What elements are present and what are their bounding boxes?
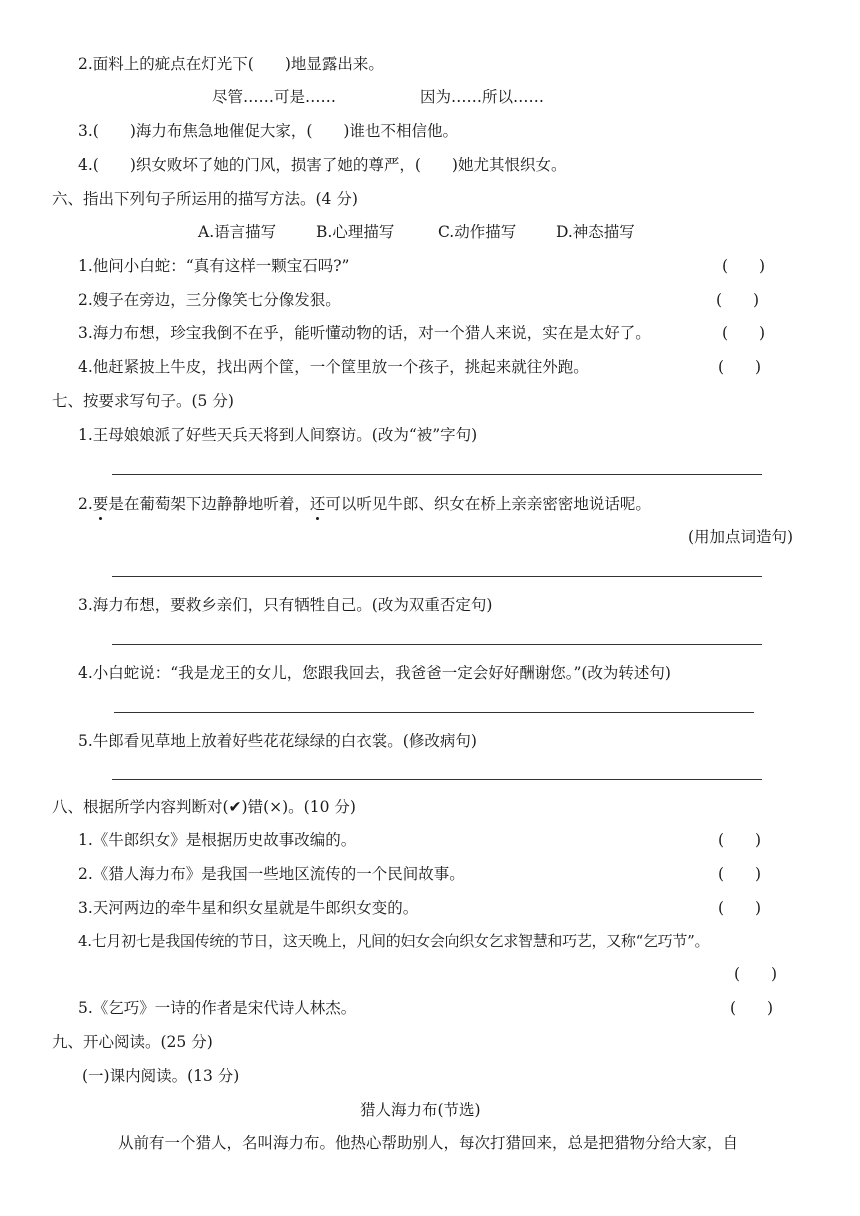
s8-item-2-blank[interactable]: ( ) (718, 865, 762, 883)
s5-question-3: 3.( )海力布焦急地催促大家，( )谁也不相信他。 (78, 122, 458, 140)
s5-question-2: 2.面料上的疵点在灯光下( )地显露出来。 (78, 55, 384, 73)
s7-answer-line-4[interactable] (114, 712, 754, 713)
s7-answer-line-1[interactable] (112, 474, 762, 475)
s6-item-1: 1.他问小白蛇：“真有这样一颗宝石吗?” (78, 257, 350, 275)
s7-answer-line-2[interactable] (112, 576, 762, 577)
passage-line-1: 从前有一个猎人，名叫海力布。他热心帮助别人，每次打猎回来，总是把猎物分给大家，自 (118, 1134, 739, 1152)
s6-item-2-blank[interactable]: ( ) (716, 291, 760, 309)
s7-question-1: 1.王母娘娘派了好些天兵天将到人间察访。(改为“被”字句) (78, 426, 478, 444)
s7-question-3: 3.海力布想，要救乡亲们，只有牺牲自己。(改为双重否定句) (78, 596, 493, 614)
s6-option-b: B.心理描写 (316, 223, 395, 241)
s6-item-3: 3.海力布想，珍宝我倒不在乎，能听懂动物的话，对一个猎人来说，实在是太好了。 (78, 324, 651, 342)
s8-item-5-blank[interactable]: ( ) (730, 999, 774, 1017)
s9-title: 九、开心阅读。(25 分) (52, 1033, 213, 1051)
s8-item-2: 2.《猎人海力布》是我国一些地区流传的一个民间故事。 (78, 865, 465, 883)
s5-question-4: 4.( )织女败坏了她的门风，损害了她的尊严，( )她尤其恨织女。 (78, 156, 567, 174)
s6-option-c: C.动作描写 (438, 223, 517, 241)
s6-item-3-blank[interactable]: ( ) (722, 324, 766, 342)
s6-item-4-blank[interactable]: ( ) (718, 358, 762, 376)
s8-title: 八、根据所学内容判断对(✔)错(×)。(10 分) (52, 798, 356, 816)
s7-q2-dotted-word-1: 要 (92, 495, 109, 513)
s8-item-4-blank[interactable]: ( ) (734, 965, 778, 983)
s7-question-2-note: (用加点词造句) (688, 528, 794, 546)
s8-item-3: 3.天河两边的牵牛星和织女星就是牛郎织女变的。 (78, 899, 419, 917)
s6-item-1-blank[interactable]: ( ) (722, 257, 766, 275)
s8-item-4: 4.七月初七是我国传统的节日，这天晚上，凡间的妇女会向织女乞求智慧和巧艺，又称“乞巧节”。 (78, 932, 710, 950)
passage-title: 猎人海力布(节选) (360, 1101, 481, 1119)
s6-option-d: D.神态描写 (556, 223, 635, 241)
s8-item-1: 1.《牛郎织女》是根据历史故事改编的。 (78, 831, 357, 849)
s7-question-5: 5.牛郎看见草地上放着好些花花绿绿的白衣裳。(修改病句) (78, 732, 477, 750)
s7-q2-dotted-word-2: 还 (309, 495, 326, 513)
s7-answer-line-5[interactable] (112, 779, 762, 780)
s5-option-2: 因为……所以…… (420, 88, 545, 106)
s5-option-1: 尽管……可是…… (212, 88, 337, 106)
s7-title: 七、按要求写句子。(5 分) (52, 392, 234, 410)
s8-item-3-blank[interactable]: ( ) (718, 899, 762, 917)
s8-item-5: 5.《乞巧》一诗的作者是宋代诗人林杰。 (78, 999, 357, 1017)
s7-question-2: 2.要是在葡萄架下边静静地听着，还可以听见牛郎、织女在桥上亲亲密密地说话呢。 (78, 495, 651, 513)
s9-subsection-title: (一)课内阅读。(13 分) (82, 1067, 240, 1085)
s7-question-4: 4.小白蛇说：“我是龙王的女儿，您跟我回去，我爸爸一定会好好酬谢您。”(改为转述句) (78, 664, 671, 682)
s6-item-2: 2.嫂子在旁边，三分像笑七分像发狠。 (78, 291, 341, 309)
s6-item-4: 4.他赶紧披上牛皮，找出两个筐，一个筐里放一个孩子，挑起来就往外跑。 (78, 358, 589, 376)
s6-option-a: A.语言描写 (198, 223, 277, 241)
s8-item-1-blank[interactable]: ( ) (718, 831, 762, 849)
s6-title: 六、指出下列句子所运用的描写方法。(4 分) (52, 190, 358, 208)
s7-answer-line-3[interactable] (112, 644, 762, 645)
